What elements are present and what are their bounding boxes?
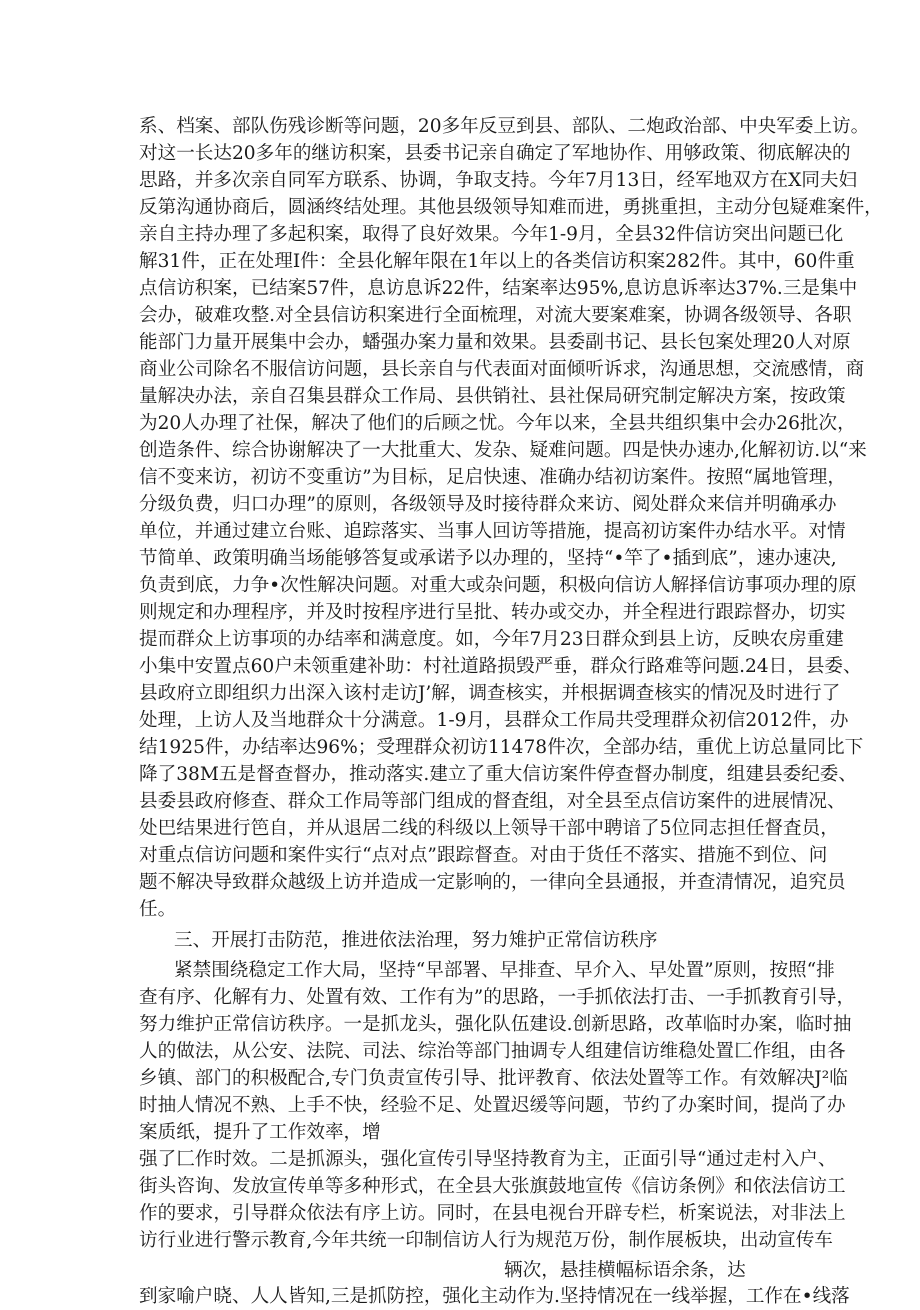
body-line: 负责到底，力争•次性解决问题。对重大或杂问题，积极向信访人解择信访事项办理的原 xyxy=(139,575,857,596)
body-line-fragment: 辆次，悬挂横幅标语余条，达 xyxy=(504,1260,746,1281)
body-line: 作的要求，引导群众依法有序上访。同时，在县电视台开辟专栏，析案说法，对非法上 xyxy=(139,1203,846,1224)
body-line: 题不解决导致群众越级上访并造成一定影响的，一律向全县通报，并查清情况，追究员 xyxy=(139,872,846,893)
body-line: 紧禁围绕稳定工作大局，坚持“早部署、早排查、早介入、早处置”原则，按照“排 xyxy=(174,960,835,981)
body-line: 处理，上访人及当地群众十分满意。1-9月，县群众工作局共受理群众初信2012件，办 xyxy=(139,710,849,731)
body-line: 强了匚作时效。二是抓源头，强化宣传引导坚持教育为主，正面引导“通过走村入户、 xyxy=(139,1149,837,1170)
body-line: 量解决办法，亲自召集县群众工作局、县供销社、县社保局研究制定解决方案，按政策 xyxy=(139,386,846,407)
body-line: 任。 xyxy=(139,899,177,920)
body-line: 单位，并通过建立台账、追踪落实、当事人回访等措施，提高初访案件办结水平。对情 xyxy=(139,521,846,542)
body-line: 处巴结果进行笆自，并从退居二线的科级以上领导干部中聘谙了5位同志担任督査员， xyxy=(139,818,839,839)
body-line: 亲自主持办理了多起积案，取得了良好效果。今年1-9月，全县32件信访突出问题已化 xyxy=(139,224,844,245)
body-line: 解31件，正在处理I件：全县化解年限在1年以上的各类信访积案282件。其中，60件重 xyxy=(139,251,855,272)
body-line: 小集中安置点60户未领重建补助：村社道路损毁严垂，群众行路难等问题.24日，县委、 xyxy=(139,656,862,677)
body-line: 降了38M五是督查督办，推动落实.建立了重大信访案件停查督办制度，组建县委纪委、 xyxy=(139,764,857,785)
body-line: 对重点信访问题和案件实行“点对点”跟踪督查。对由于货任不落实、措施不到位、问 xyxy=(139,845,828,866)
body-line: 努力维护正常信访秩序。一是抓龙头，强化队伍建设.创新思路，改革临时办案，临时抽 xyxy=(139,1014,852,1035)
body-line: 能部门力量开展集中会办，蟠强办案力量和效果。县委副书记、县长包案处理20人对原 xyxy=(139,332,851,353)
body-line: 访行业进行警示教育,今年共统一印制信访人行为规范万份，制作展板块，出动宣传车 xyxy=(139,1230,833,1251)
body-line: 街头咨询、发放宣传单等多种形式，在全县大张旗鼓地宣传《信访条例》和依法信访工 xyxy=(139,1176,846,1197)
body-line: 提而群众上访事项的办结率和满意度。如，今年7月23日群众到县上访，反映农房重建 xyxy=(139,629,844,650)
body-line: 点信访积案，已结案57件，息访息诉22件，结案率达95%,息访息诉率达37%.三是集中 xyxy=(139,278,858,299)
body-line: 时抽人情况不熟、上手不快，经验不足、处置迟缓等问题，节约了办案时间，提尚了办 xyxy=(139,1095,846,1116)
body-line: 对这一长达20多年的继访积案，县委书记亲自确定了军地协作、用够政策、彻底解决的 xyxy=(139,143,851,164)
body-line: 会办，破难攻整.对全县信访积案进行全面梳理，对流大要案难案，协调各级领导、各职 xyxy=(139,305,852,326)
body-line: 案质纸，提升了工作效率，增 xyxy=(139,1122,381,1143)
body-line: 反第沟通协商后，圆涵终结处理。其他县级领导知难而进，勇挑重担，主动分包疑难案件， xyxy=(139,197,883,218)
body-line: 信不变来访，初访不变重访”为目标，足启快速、准确办结初访案件。按照“属地管理， xyxy=(139,467,846,488)
body-line: 节简单、政策明确当场能够答复或承诺予以办理的，坚持“•竿了•插到底”，速办速决, xyxy=(139,548,837,569)
body-line: 系、档案、部队伤残诊断等问题，20多年反豆到县、部队、二炮政治部、中央军委上访。 xyxy=(139,116,870,137)
body-line: 为20人办理了社保，解决了他们的后顾之忧。今年以来，全县共组织集中会办26批次， xyxy=(139,413,856,434)
body-line: 到家喻户晓、人人皆知,三是抓防控，强化主动作为.坚持情况在一线举握，工作在•线落 xyxy=(139,1286,850,1307)
body-line: 结1925件，办结率达96%；受理群众初访11478件次，全部办结，重优上访总量同比下 xyxy=(139,737,864,758)
body-line: 则规定和办理程序，并及时按程序进行呈批、转办或交办，并全程进行跟踪督办，切实 xyxy=(139,602,846,623)
body-line: 县委县政府修查、群众工作局等部门组成的督査组，对全县至点信访案件的进展情况、 xyxy=(139,791,846,812)
body-line: 人的做法，从公安、法院、司法、综治等部门抽调专人组建信访维稳处置匚作组，由各 xyxy=(139,1041,846,1062)
body-line: 乡镇、部门的积极配合,专门负责宣传引导、批评教育、依法处置等工作。有效解决J²临 xyxy=(139,1068,848,1089)
section-heading: 三、开展打击防范，推进依法治理，努力雉护正常信访秩序 xyxy=(174,930,658,951)
body-line: 县政府立即组织力出深入该村走访J’解，调查核实，并根据调查核实的情况及时进行了 xyxy=(139,683,841,704)
body-line: 分级负费，归口办理”的原则，各级领导及时接待群众来访、阅处群众来信并明确承办 xyxy=(139,494,837,515)
body-line: 商业公司除名不服信访问题，县长亲自与代表面对面倾听诉求，沟通思想，交流感情，商 xyxy=(139,359,865,380)
body-line: 思路，并多次亲自同军方联系、协调，争取支持。今年7月13日，经军地双方在X同夫妇 xyxy=(139,170,858,191)
body-line: 创造条件、综合协谢解决了一大批重大、发杂、疑难问题。四是快办速办,化解初访.以“来 xyxy=(139,440,867,461)
body-line: 查有序、化解有力、处置有效、工作有为”的思路，一手抓依法打击、一手抓教育引导， xyxy=(139,987,856,1008)
